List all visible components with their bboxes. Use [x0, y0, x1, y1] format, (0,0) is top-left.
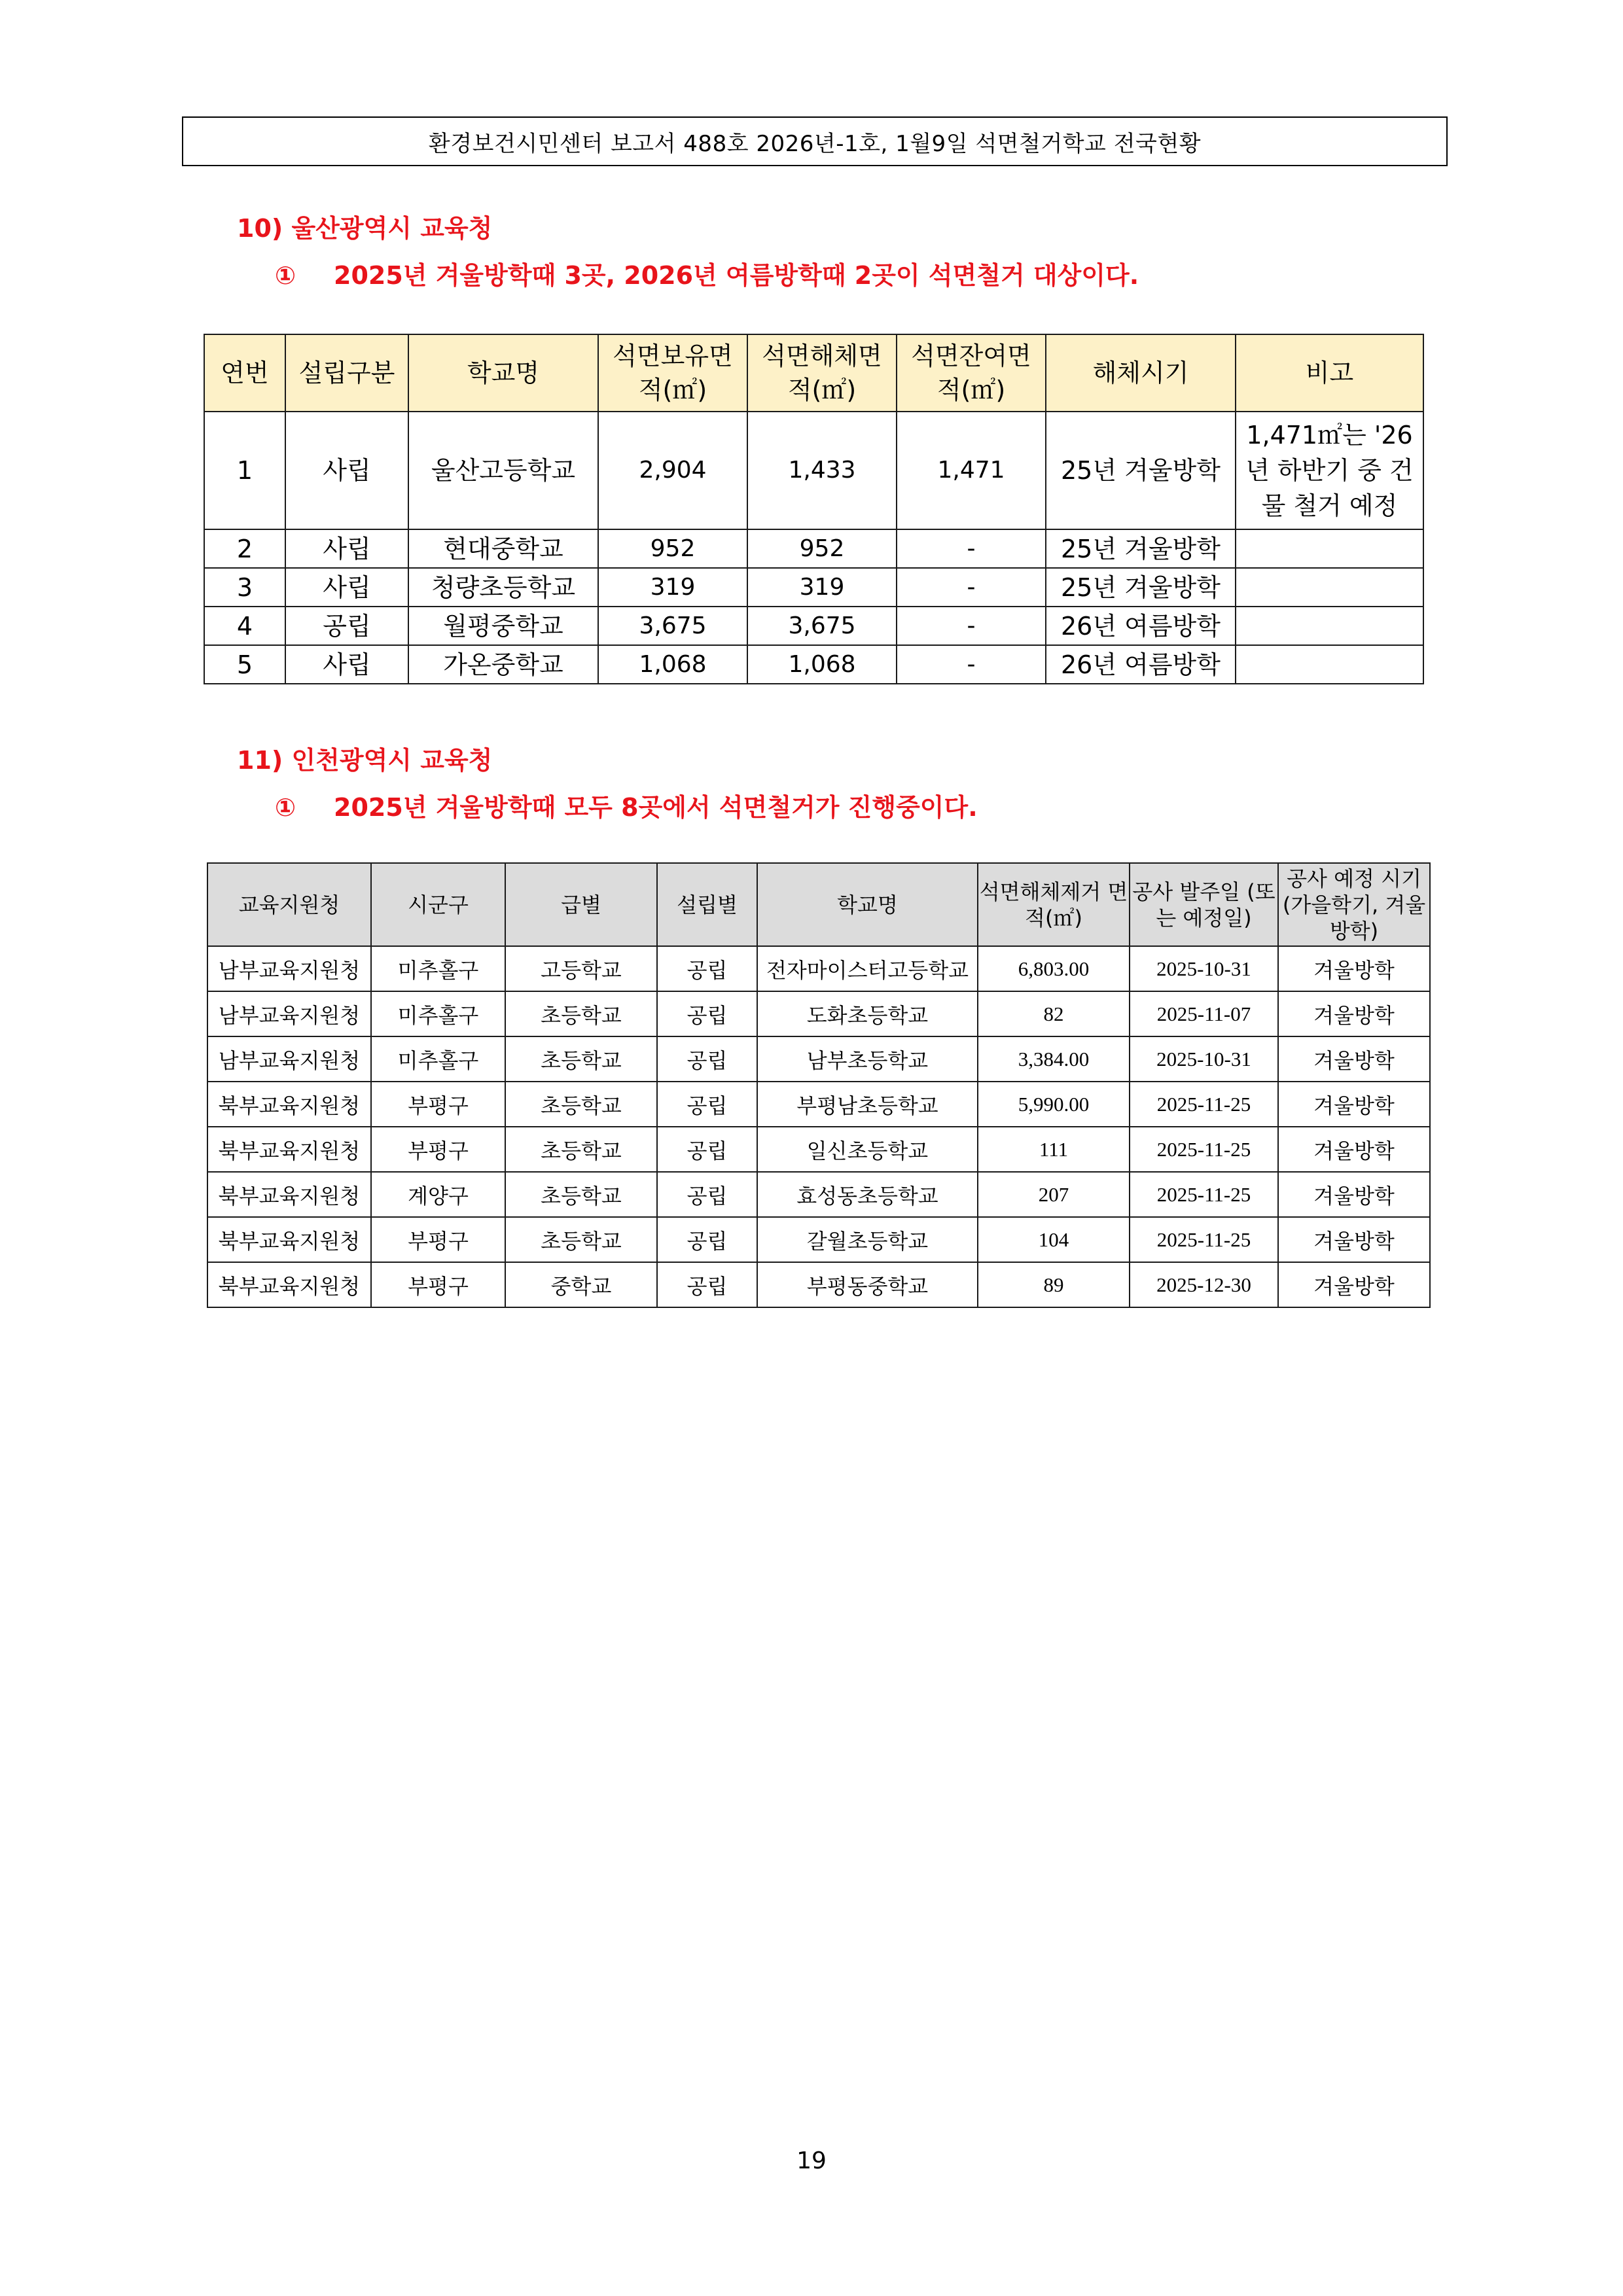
column-header: 급별 [505, 863, 657, 946]
table-cell: 사립 [285, 645, 408, 684]
table-cell: 남부교육지원청 [207, 991, 371, 1036]
table-cell: 2025-11-25 [1130, 1172, 1278, 1217]
table-cell: 25년 겨울방학 [1046, 568, 1236, 607]
table-cell: 26년 여름방학 [1046, 645, 1236, 684]
table-cell: 25년 겨울방학 [1046, 529, 1236, 568]
column-header: 석면해체제거 면적(㎡) [978, 863, 1130, 946]
table-cell: 일신초등학교 [757, 1127, 978, 1172]
table-cell: 2,904 [598, 412, 747, 529]
table-cell: 2025-12-30 [1130, 1262, 1278, 1307]
ulsan-table [204, 334, 1424, 684]
table-cell: 104 [978, 1217, 1130, 1262]
table-cell: 청량초등학교 [408, 568, 598, 607]
table-cell: 1,471 [897, 412, 1046, 529]
table-cell: 겨울방학 [1278, 1082, 1430, 1127]
report-header: 환경보건시민센터 보고서 488호 2026년-1호, 1월9일 석면철거학교 전국현황 [182, 116, 1448, 166]
table-cell: 북부교육지원청 [207, 1127, 371, 1172]
table-cell: - [897, 645, 1046, 684]
table-cell: 319 [747, 568, 897, 607]
table-header-row [204, 334, 1423, 412]
table-cell: 북부교육지원청 [207, 1172, 371, 1217]
column-header: 연번 [204, 334, 285, 412]
table-cell: 사립 [285, 529, 408, 568]
column-header: 해체시기 [1046, 334, 1236, 412]
table-cell: 효성동초등학교 [757, 1172, 978, 1217]
bullet-circle-1: ① [275, 793, 296, 822]
table-cell: 공립 [285, 607, 408, 645]
table-cell: 부평구 [371, 1262, 505, 1307]
table-cell: 초등학교 [505, 1127, 657, 1172]
bullet-circle-1: ① [275, 261, 296, 290]
table-row [207, 946, 1430, 991]
table-cell: 2025-11-25 [1130, 1217, 1278, 1262]
subtitle-text: 2025년 겨울방학때 모두 8곳에서 석면철거가 진행중이다. [334, 793, 978, 822]
table-row [207, 991, 1430, 1036]
table-cell: 초등학교 [505, 1036, 657, 1082]
column-header: 학교명 [408, 334, 598, 412]
table-cell: 미추홀구 [371, 991, 505, 1036]
column-header: 석면잔여면 적(㎡) [897, 334, 1046, 412]
table-row [204, 529, 1423, 568]
table-cell: 월평중학교 [408, 607, 598, 645]
table-cell: 겨울방학 [1278, 1172, 1430, 1217]
table-cell: 전자마이스터고등학교 [757, 946, 978, 991]
table-cell: 2025-11-25 [1130, 1082, 1278, 1127]
column-header: 석면해체면 적(㎡) [747, 334, 897, 412]
table-cell: 207 [978, 1172, 1130, 1217]
table-cell: 1,068 [747, 645, 897, 684]
table-row [207, 1217, 1430, 1262]
table-cell: 5 [204, 645, 285, 684]
table-cell: 82 [978, 991, 1130, 1036]
section-title-incheon: 11) 인천광역시 교육청 [237, 746, 493, 775]
table-cell: 가온중학교 [408, 645, 598, 684]
table-row [207, 1172, 1430, 1217]
table-cell: 중학교 [505, 1262, 657, 1307]
table-cell: 겨울방학 [1278, 1127, 1430, 1172]
table-row [207, 1262, 1430, 1307]
column-header: 시군구 [371, 863, 505, 946]
table-cell: 겨울방학 [1278, 1262, 1430, 1307]
table-cell: 겨울방학 [1278, 1217, 1430, 1262]
table-cell: 1,068 [598, 645, 747, 684]
table-cell: 도화초등학교 [757, 991, 978, 1036]
table-cell: 3,384.00 [978, 1036, 1130, 1082]
table-cell: 북부교육지원청 [207, 1217, 371, 1262]
table-cell: 부평남초등학교 [757, 1082, 978, 1127]
table-cell: 26년 여름방학 [1046, 607, 1236, 645]
table-row [204, 568, 1423, 607]
table-cell: 3,675 [598, 607, 747, 645]
table-cell: 부평구 [371, 1127, 505, 1172]
table-cell: 2025-10-31 [1130, 1036, 1278, 1082]
table-cell: 3,675 [747, 607, 897, 645]
column-header: 비고 [1236, 334, 1423, 412]
table-cell [1236, 529, 1423, 568]
table-cell: 부평구 [371, 1082, 505, 1127]
column-header: 학교명 [757, 863, 978, 946]
table-cell: 사립 [285, 412, 408, 529]
table-cell: 공립 [657, 1262, 757, 1307]
table-cell: 공립 [657, 1172, 757, 1217]
table-cell-note: 1,471㎡는 '26년 하반기 중 건물 철거 예정 [1236, 412, 1423, 529]
table-row [207, 1036, 1430, 1082]
table-cell: 2025-11-07 [1130, 991, 1278, 1036]
table-cell: 25년 겨울방학 [1046, 412, 1236, 529]
table-cell: 3 [204, 568, 285, 607]
table-cell: 공립 [657, 991, 757, 1036]
table-cell [1236, 607, 1423, 645]
column-header: 석면보유면 적(㎡) [598, 334, 747, 412]
table-cell: 952 [747, 529, 897, 568]
table-cell: 남부교육지원청 [207, 946, 371, 991]
incheon-table [207, 862, 1431, 1308]
table-cell: 1,433 [747, 412, 897, 529]
table-cell: 미추홀구 [371, 1036, 505, 1082]
table-cell [1236, 568, 1423, 607]
column-header: 설립구분 [285, 334, 408, 412]
table-cell: 북부교육지원청 [207, 1082, 371, 1127]
table-cell: 현대중학교 [408, 529, 598, 568]
table-cell: 공립 [657, 1127, 757, 1172]
table-cell: 겨울방학 [1278, 946, 1430, 991]
table-row [204, 645, 1423, 684]
table-cell: 89 [978, 1262, 1130, 1307]
table-cell: 부평구 [371, 1217, 505, 1262]
table-cell: 갈월초등학교 [757, 1217, 978, 1262]
column-header: 공사 발주일 (또는 예정일) [1130, 863, 1278, 946]
table-cell: 6,803.00 [978, 946, 1130, 991]
table-cell: - [897, 607, 1046, 645]
table-cell: 319 [598, 568, 747, 607]
column-header: 공사 예정 시기 (가을학기, 겨울방학) [1278, 863, 1430, 946]
table-cell: 사립 [285, 568, 408, 607]
column-header: 교육지원청 [207, 863, 371, 946]
table-cell: 부평동중학교 [757, 1262, 978, 1307]
table-cell: 952 [598, 529, 747, 568]
table-cell: 2 [204, 529, 285, 568]
table-row [207, 1127, 1430, 1172]
table-cell: 계양구 [371, 1172, 505, 1217]
page-number: 19 [796, 2147, 827, 2174]
table-cell: 고등학교 [505, 946, 657, 991]
table-cell: 남부초등학교 [757, 1036, 978, 1082]
table-cell: 초등학교 [505, 1082, 657, 1127]
table-cell: 초등학교 [505, 1217, 657, 1262]
table-cell: 2025-10-31 [1130, 946, 1278, 991]
table-row [204, 412, 1423, 529]
table-cell: 공립 [657, 1036, 757, 1082]
table-cell: 겨울방학 [1278, 1036, 1430, 1082]
table-row [207, 1082, 1430, 1127]
section-subtitle-ulsan [275, 255, 1139, 291]
table-cell: 남부교육지원청 [207, 1036, 371, 1082]
section-subtitle-incheon [275, 787, 978, 823]
table-cell: 111 [978, 1127, 1130, 1172]
subtitle-text: 2025년 겨울방학때 3곳, 2026년 여름방학때 2곳이 석면철거 대상이다. [334, 261, 1139, 290]
table-cell: 공립 [657, 946, 757, 991]
section-title-ulsan: 10) 울산광역시 교육청 [237, 214, 493, 243]
table-cell: 공립 [657, 1082, 757, 1127]
column-header: 설립별 [657, 863, 757, 946]
table-cell: - [897, 568, 1046, 607]
table-cell [1236, 645, 1423, 684]
table-cell: 4 [204, 607, 285, 645]
table-cell: - [897, 529, 1046, 568]
table-cell: 초등학교 [505, 991, 657, 1036]
table-cell: 울산고등학교 [408, 412, 598, 529]
table-cell: 겨울방학 [1278, 991, 1430, 1036]
table-cell: 초등학교 [505, 1172, 657, 1217]
table-cell: 5,990.00 [978, 1082, 1130, 1127]
table-row [204, 607, 1423, 645]
table-cell: 1 [204, 412, 285, 529]
table-cell: 미추홀구 [371, 946, 505, 991]
table-header-row [207, 863, 1430, 946]
table-cell: 북부교육지원청 [207, 1262, 371, 1307]
table-cell: 2025-11-25 [1130, 1127, 1278, 1172]
table-cell: 공립 [657, 1217, 757, 1262]
